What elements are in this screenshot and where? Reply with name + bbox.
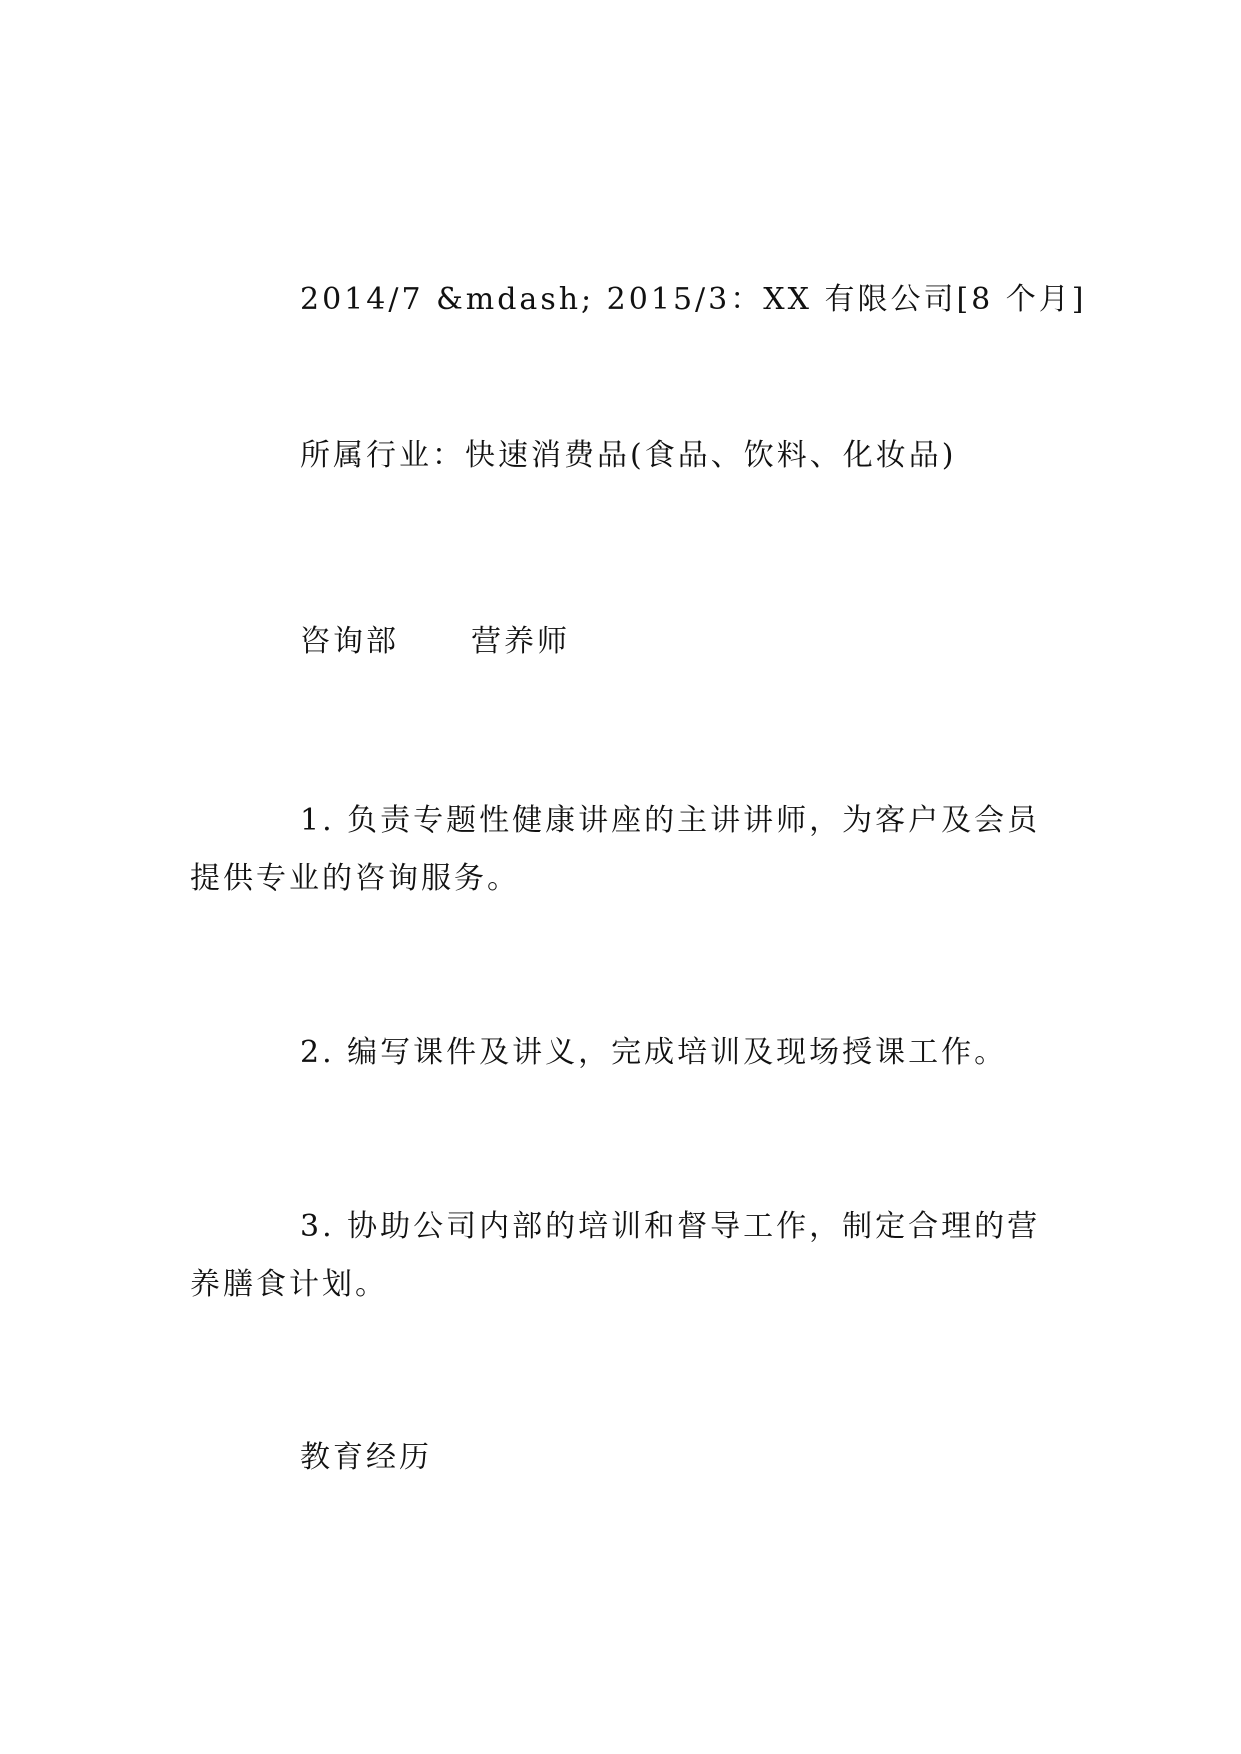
department-label: 咨询部 (300, 624, 399, 659)
duty-item-1: 1. 负责专题性健康讲座的主讲讲师，为客户及会员提供专业的咨询服务。 (190, 803, 1041, 896)
industry-line: 所属行业：快速消费品(食品、饮料、化妆品) (300, 438, 957, 473)
employment-period: 2014/7 &mdash; 2015/3：XX 有限公司[8 个月] (300, 282, 1087, 317)
education-heading: 教育经历 (300, 1440, 432, 1475)
department-position-line (300, 622, 570, 662)
duty-item-2: 2. 编写课件及讲义，完成培训及现场授课工作。 (300, 1035, 1008, 1070)
duty-item-3: 3. 协助公司内部的培训和督导工作，制定合理的营养膳食计划。 (190, 1209, 1041, 1302)
position-label: 营养师 (471, 624, 570, 659)
